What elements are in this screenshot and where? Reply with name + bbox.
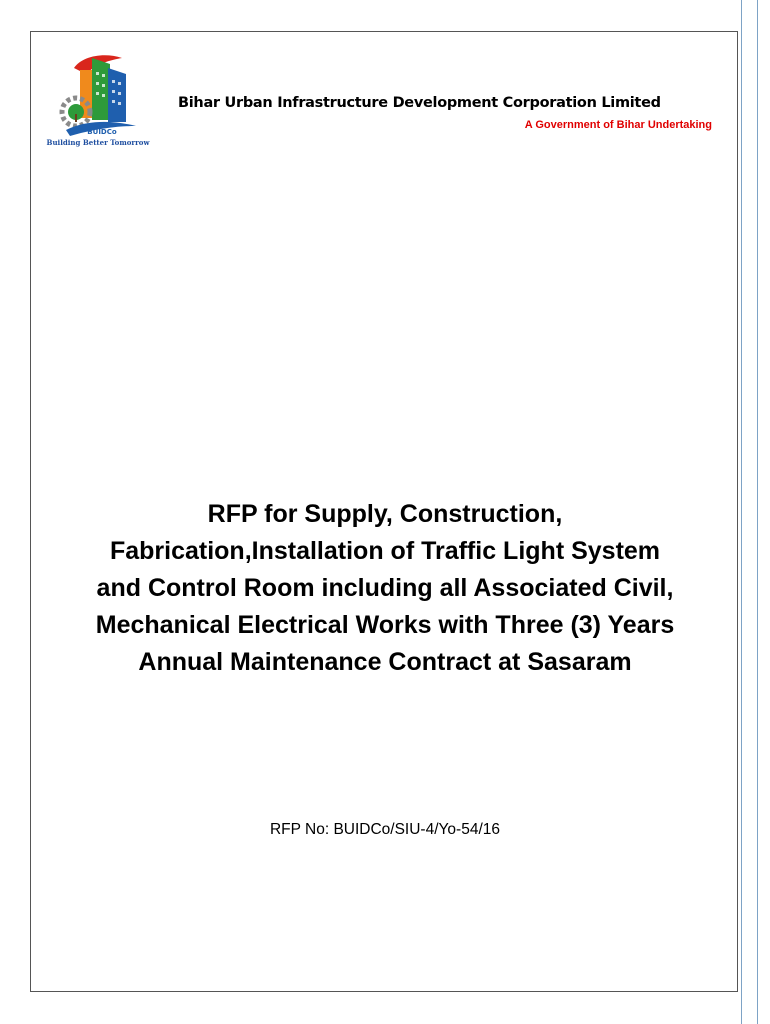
logo-wordmark: BUIDCo: [87, 128, 117, 136]
title-line: Mechanical Electrical Works with Three (3) Years: [95, 611, 675, 639]
logo-slogan: Building Better Tomorrow: [46, 138, 150, 147]
buidco-logo: [46, 50, 150, 148]
page-edge-line: [757, 0, 758, 1024]
title-line: RFP for Supply, Construction,: [207, 500, 563, 528]
logo-green-tower: [92, 58, 110, 120]
rfp-number: RFP No: BUIDCo/SIU-4/Yo-54/16: [269, 821, 501, 838]
document-title: [40, 496, 730, 681]
title-line: and Control Room including all Associated Civil,: [96, 574, 674, 602]
organization-tagline: A Government of Bihar Undertaking: [524, 119, 712, 131]
organization-name: Bihar Urban Infrastructure Development Corporation Limited: [178, 95, 661, 111]
title-line: Fabrication,Installation of Traffic Light System: [109, 537, 661, 565]
title-line: Annual Maintenance Contract at Sasaram: [138, 648, 632, 676]
logo-blue-tower: [108, 68, 126, 122]
page-edge-line: [741, 0, 742, 1024]
